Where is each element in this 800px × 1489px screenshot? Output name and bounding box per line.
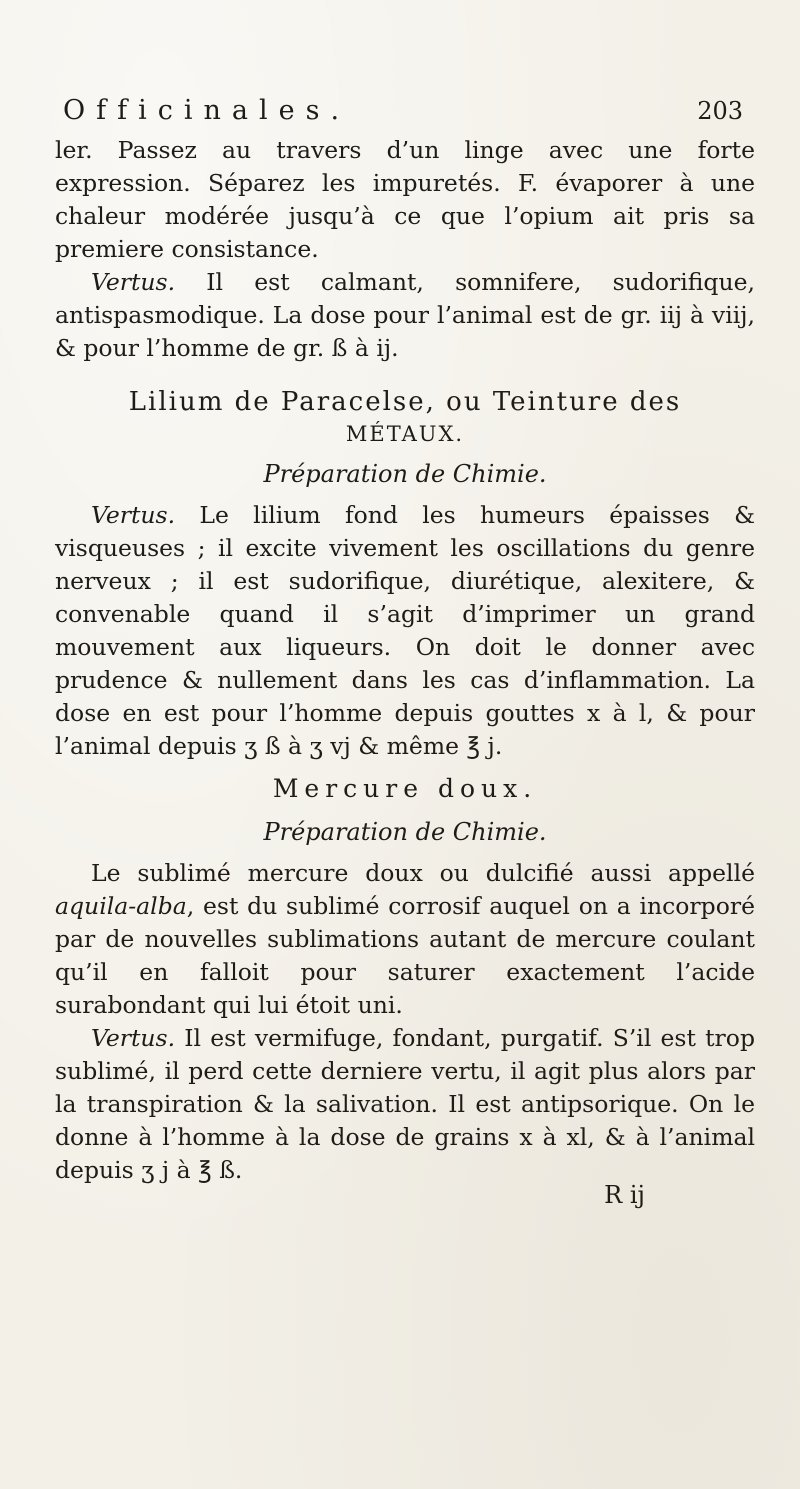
intro-text-post: , est du sublimé corrosif auquel on a incorporé par de nouvelles sublimations autant de mercure coulant qu’il en falloit pour saturer exactement l’acide surabondant qui lui étoit uni. [55,892,755,1019]
text-column [55,95,755,1209]
section-heading-lilium-sub: MÉTAUX. [345,422,465,446]
vertus-label: Vertus. [91,1024,176,1052]
section-subheading-lilium: Préparation de Chimie. [263,460,547,488]
section-heading-lilium: Lilium de Paracelse, ou Teinture des [128,387,682,417]
vertus-text: Il est vermifuge, fondant, purgatif. S’il est trop sublimé, il perd cette derniere vertu, il agit plus alors par la transpiration & la salivation. Il est antipsorique. On le donne à l’homme à la dose de grains x à xl, & à l’animal depuis ʒ j à ℥ ß. [55,1024,755,1184]
section-heading-mercure: Mercure doux. [272,774,538,803]
intro-paragraph-mercure [55,857,755,1022]
intro-text-italic: aquila-alba [55,892,187,920]
page-number: 203 [697,97,743,125]
vertus-label: Vertus. [91,501,176,529]
vertus-text: Le lilium fond les humeurs épaisses & visqueuses ; il excite vivement les oscillations du genre nerveux ; il est sudorifique, diurétique, alexitere, & convenable quand il s’agit d’imprimer un grand mouvement aux liqueurs. On doit le donner avec prudence & nullement dans les cas d’inflammation. La dose en est pour l’homme depuis gouttes x à l, & pour l’animal depuis ʒ ß à ʒ vj & même ℥ j. [55,501,755,760]
vertus-paragraph-lilium [55,499,755,763]
running-head-title: Officinales. [63,95,351,126]
paragraph-continuation: ler. Passez au travers d’un linge avec une forte expression. Séparez les impuretés. F. évaporer à une chaleur modérée jusqu’à ce que l’opium ait pris sa premiere consistance. [55,136,755,263]
vertus-paragraph-opium [55,266,755,365]
vertus-text: Il est calmant, somnifere, sudorifique, antispasmodique. La dose pour l’animal est de gr. iij à viij, & pour l’homme de gr. ß à ij. [55,268,755,362]
signature-mark: R ij [604,1181,645,1209]
vertus-paragraph-mercure [55,1022,755,1187]
section-subheading-mercure: Préparation de Chimie. [263,818,547,846]
vertus-label: Vertus. [91,268,176,296]
running-head [55,95,755,126]
intro-text-pre: Le sublimé mercure doux ou dulcifié aussi appellé [91,859,755,887]
